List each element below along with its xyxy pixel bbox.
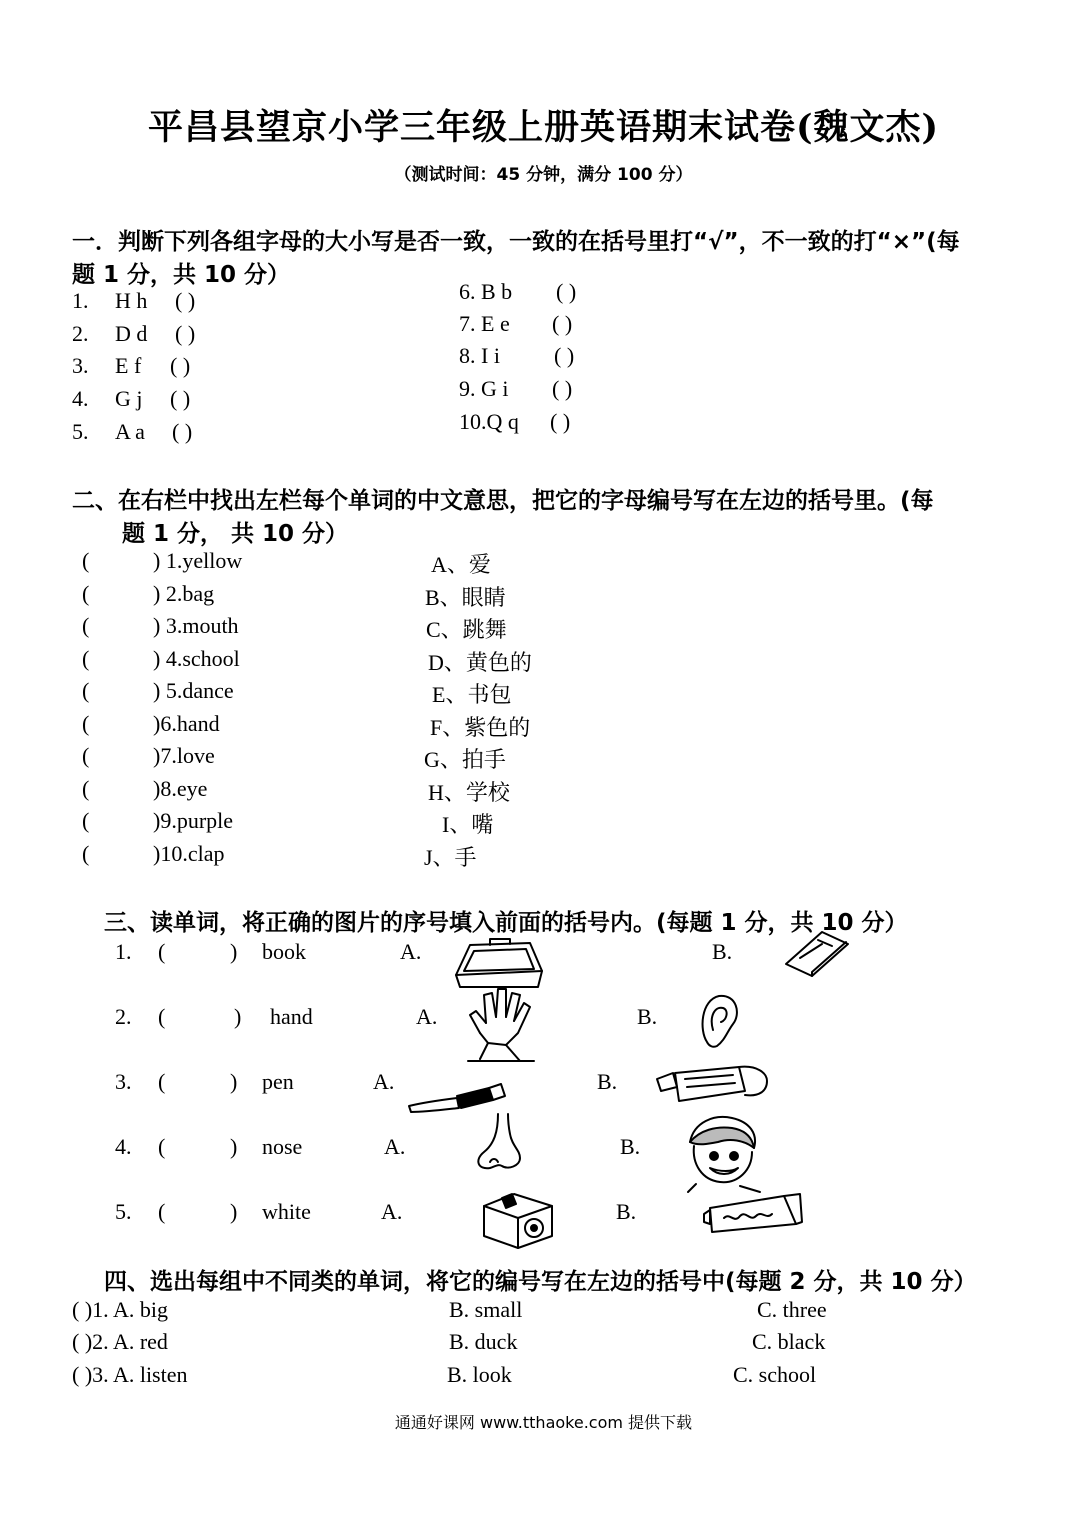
s1-item-num: 2. [72, 321, 89, 346]
s4-question[interactable]: ( )3. A. listen [72, 1362, 188, 1387]
s2-word: ) 4.school [153, 646, 240, 671]
s2-blank[interactable]: ( [82, 776, 90, 801]
s2-blank[interactable]: ( [82, 711, 90, 736]
s3-word: nose [262, 1134, 303, 1159]
s1-item-num: 10.Q q [459, 409, 519, 434]
s4-question[interactable]: ( )2. A. red [72, 1329, 168, 1354]
s1-item-num: 1. [72, 288, 89, 313]
page-footer: 通通好课网 www.tthaoke.com 提供下载 [394, 1413, 693, 1432]
s3-word: hand [270, 1004, 313, 1029]
boy-face-icon [680, 1112, 764, 1194]
s2-word: )7.love [153, 743, 215, 768]
s2-meaning: J、手 [424, 845, 477, 870]
s3-option-a: A. [416, 1004, 438, 1029]
s4-option-b: B. look [447, 1362, 512, 1387]
crayon-icon [655, 1065, 775, 1111]
page-title: 平昌县望京小学三年级上册英语期末试卷(魏文杰) [147, 107, 940, 148]
s3-option-a: A. [384, 1134, 406, 1159]
s3-word: book [262, 939, 306, 964]
s3-open[interactable]: ( [158, 1004, 166, 1029]
s1-item-blank[interactable]: ( ) [170, 386, 191, 411]
s1-item-blank[interactable]: ( ) [556, 279, 577, 304]
s2-word: )9.purple [153, 808, 234, 833]
sharpener-icon [478, 1190, 558, 1252]
s2-word: ) 3.mouth [153, 613, 239, 638]
s3-option-b: B. [637, 1004, 658, 1029]
section1-heading-line1: 一．判断下列各组字母的大小写是否一致，一致的在括号里打“√”，不一致的打“×”(每 [72, 229, 960, 255]
s3-open[interactable]: ( [158, 939, 166, 964]
s2-blank[interactable]: ( [82, 743, 90, 768]
s1-item-blank[interactable]: ( ) [172, 419, 193, 444]
s3-close[interactable]: ) [230, 1134, 238, 1159]
s2-word: ) 2.bag [153, 581, 215, 606]
section1-heading-line2: 题 1 分，共 10 分） [72, 262, 291, 288]
s1-item-num: 4. [72, 386, 89, 411]
s3-option-a: A. [373, 1069, 395, 1094]
s2-meaning: I、嘴 [442, 812, 494, 837]
s2-blank[interactable]: ( [82, 646, 90, 671]
s1-item-pair: A a [115, 419, 145, 444]
s1-item-num: 6. B b [459, 279, 513, 304]
s1-item-blank[interactable]: ( ) [554, 343, 575, 368]
s4-option-b: B. duck [449, 1329, 518, 1354]
s3-option-b: B. [620, 1134, 641, 1159]
s2-meaning: H、学校 [428, 780, 510, 805]
s1-item-num: 8. I i [459, 343, 500, 368]
glue-tube-icon [700, 1190, 804, 1238]
s2-word: ) 1.yellow [153, 548, 243, 573]
s3-num: 4. [115, 1134, 132, 1159]
s3-option-a: A. [400, 939, 422, 964]
s2-blank[interactable]: ( [82, 678, 90, 703]
s3-num: 1. [115, 939, 132, 964]
s3-option-a: A. [381, 1199, 403, 1224]
s2-word: )6.hand [153, 711, 220, 736]
s1-item-num: 7. E e [459, 311, 510, 336]
s1-item-blank[interactable]: ( ) [550, 409, 571, 434]
s2-blank[interactable]: ( [82, 548, 90, 573]
section2-heading-line2: 题 1 分， 共 10 分） [122, 521, 349, 547]
s1-item-blank[interactable]: ( ) [175, 288, 196, 313]
notebook-icon [782, 928, 852, 978]
s1-item-blank[interactable]: ( ) [552, 311, 573, 336]
s3-close[interactable]: ) [230, 939, 238, 964]
s2-meaning: D、黄色的 [428, 650, 532, 675]
s3-open[interactable]: ( [158, 1199, 166, 1224]
section2-heading-line1: 二、在右栏中找出左栏每个单词的中文意思，把它的字母编号写在左边的括号里。(每 [72, 488, 934, 514]
s1-item-num: 5. [72, 419, 89, 444]
s2-meaning: C、跳舞 [426, 617, 507, 642]
s3-num: 5. [115, 1199, 132, 1224]
section3-heading: 三、读单词，将正确的图片的序号填入前面的括号内。(每题 1 分，共 10 分） [104, 910, 908, 936]
s3-close[interactable]: ) [234, 1004, 242, 1029]
s2-blank[interactable]: ( [82, 613, 90, 638]
s3-num: 2. [115, 1004, 132, 1029]
page-subtitle: （测试时间：45 分钟，满分 100 分） [394, 165, 693, 185]
s1-item-blank[interactable]: ( ) [552, 376, 573, 401]
s3-option-b: B. [597, 1069, 618, 1094]
s2-word: )10.clap [153, 841, 225, 866]
s3-option-b: B. [616, 1199, 637, 1224]
s1-item-pair: D d [115, 321, 148, 346]
s1-item-pair: H h [115, 288, 148, 313]
s3-close[interactable]: ) [230, 1199, 238, 1224]
s2-meaning: B、眼睛 [425, 585, 506, 610]
s1-item-num: 3. [72, 353, 89, 378]
s4-question[interactable]: ( )1. A. big [72, 1297, 168, 1322]
s3-open[interactable]: ( [158, 1069, 166, 1094]
s4-option-c: C. three [757, 1297, 827, 1322]
s3-option-b: B. [712, 939, 733, 964]
s3-word: white [262, 1199, 311, 1224]
s4-option-c: C. school [733, 1362, 817, 1387]
s3-num: 3. [115, 1069, 132, 1094]
s2-meaning: G、拍手 [424, 747, 506, 772]
s2-meaning: A、爱 [431, 552, 491, 577]
s3-open[interactable]: ( [158, 1134, 166, 1159]
s3-word: pen [262, 1069, 294, 1094]
section4-heading: 四、选出每组中不同类的单词，将它的编号写在左边的括号中(每题 2 分，共 10 分） [104, 1269, 977, 1295]
s2-word: ) 5.dance [153, 678, 234, 703]
s1-item-num: 9. G i [459, 376, 509, 401]
s1-item-pair: E f [115, 353, 142, 378]
s2-blank[interactable]: ( [82, 808, 90, 833]
s2-meaning: E、书包 [432, 682, 512, 707]
s3-close[interactable]: ) [230, 1069, 238, 1094]
hand-icon [460, 985, 540, 1063]
s4-option-c: C. black [752, 1329, 826, 1354]
s2-word: )8.eye [153, 776, 208, 801]
s4-option-b: B. small [449, 1297, 523, 1322]
ear-icon [695, 990, 745, 1052]
s2-blank[interactable]: ( [82, 581, 90, 606]
s1-item-blank[interactable]: ( ) [170, 353, 191, 378]
s1-item-pair: G j [115, 386, 143, 411]
s2-blank[interactable]: ( [82, 841, 90, 866]
nose-icon [468, 1112, 532, 1172]
s2-meaning: F、紫色的 [430, 715, 531, 740]
s1-item-blank[interactable]: ( ) [175, 321, 196, 346]
